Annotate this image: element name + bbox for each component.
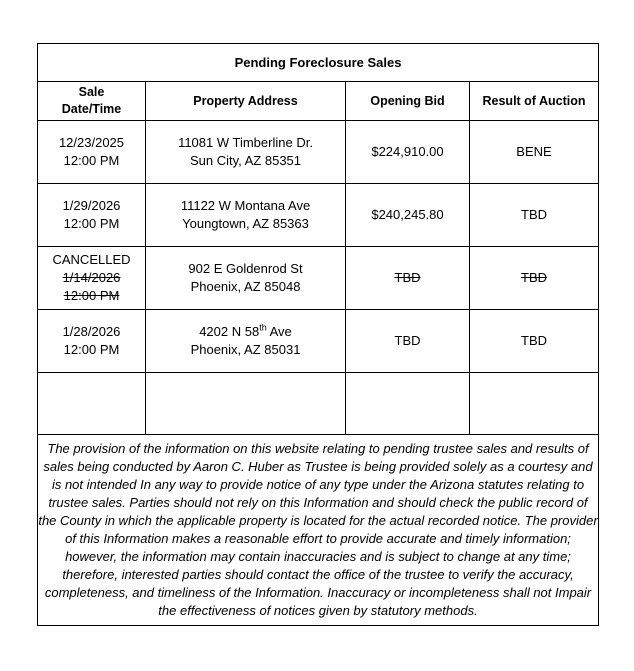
table-row [38,184,599,247]
header-result-of-auction: Result of Auction [470,82,599,121]
sale-time: 12:00 PM [63,342,120,357]
empty-cell [38,373,146,435]
sale-date-time-cell [38,121,146,184]
address-city: Phoenix, AZ 85031 [190,342,301,357]
header-row [38,82,599,121]
sale-date: 12/23/2025 [58,135,125,150]
address-street: 11081 W Timberline Dr. [178,135,313,150]
sale-time-struck: 12:00 PM [63,288,120,303]
address-street: 902 E Goldenrod St [188,261,303,276]
address-city: Phoenix, AZ 85048 [190,279,301,294]
address-city: Youngtown, AZ 85363 [182,216,309,231]
opening-bid-cell: TBD [346,310,470,373]
header-sale-date-time [38,82,146,121]
property-address-cell [146,247,346,310]
auction-result-cell: TBD [470,310,599,373]
opening-bid-cell: $240,245.80 [346,184,470,247]
address-street: 11122 W Montana Ave [180,198,311,213]
sale-date-struck: 1/14/2026 [62,270,121,285]
cancelled-status: CANCELLED [52,252,131,267]
sale-date-time-cell [38,310,146,373]
opening-bid-cell: TBD [346,247,470,310]
table-row-cancelled [38,247,599,310]
sale-time: 12:00 PM [63,153,120,168]
sale-date-time-cell [38,247,146,310]
address-street [146,323,345,341]
header-property-address: Property Address [146,82,346,121]
sale-date: 1/29/2026 [62,198,121,213]
auction-result-cell: TBD [470,184,599,247]
page-title: Pending Foreclosure Sales [38,44,599,82]
sale-time: 12:00 PM [63,216,120,231]
property-address-cell [146,121,346,184]
foreclosure-sales-table [37,43,599,626]
title-row [38,44,599,82]
disclaimer-text: The provision of the information on this website relating to pending trustee sales and results of sales being conducted by Aaron C. Huber as Trustee is being provided solely as a courtesy and is not intended In any way to provide notice of any type under the Arizona statutes relating to trustee sales. Parties should not rely on this Information and should check the public record of the County in which the applicable property is located for the actual recorded notice. The provider of this Information makes a reasonable effort to provide accurate and timely information; however, the information may contain inaccuracies and is subject to change at any time; therefore, interested parties should contact the office of the trustee to verify the accuracy, completeness, and timeliness of the Information. Inaccuracy or incompleteness shall not Impair the effectiveness of notices given by statutory methods. [38,435,599,626]
empty-cell [146,373,346,435]
address-city: Sun City, AZ 85351 [189,153,302,168]
empty-row [38,373,599,435]
table-row [38,310,599,373]
opening-bid-cell: $224,910.00 [346,121,470,184]
sale-date: 1/28/2026 [62,324,121,339]
table-row [38,121,599,184]
property-address-cell [146,184,346,247]
sale-date-time-cell [38,184,146,247]
address-street-type: Ave [266,324,292,339]
address-street-number: 4202 N 58 [199,324,260,339]
empty-cell [346,373,470,435]
auction-result-cell: BENE [470,121,599,184]
disclaimer-row [38,435,599,626]
empty-cell [470,373,599,435]
header-date-time-label: Date/Time [61,102,122,116]
property-address-cell [146,310,346,373]
header-sale-label: Sale [78,85,105,99]
auction-result-cell: TBD [470,247,599,310]
header-opening-bid: Opening Bid [346,82,470,121]
ordinal-suffix: th [259,322,267,333]
